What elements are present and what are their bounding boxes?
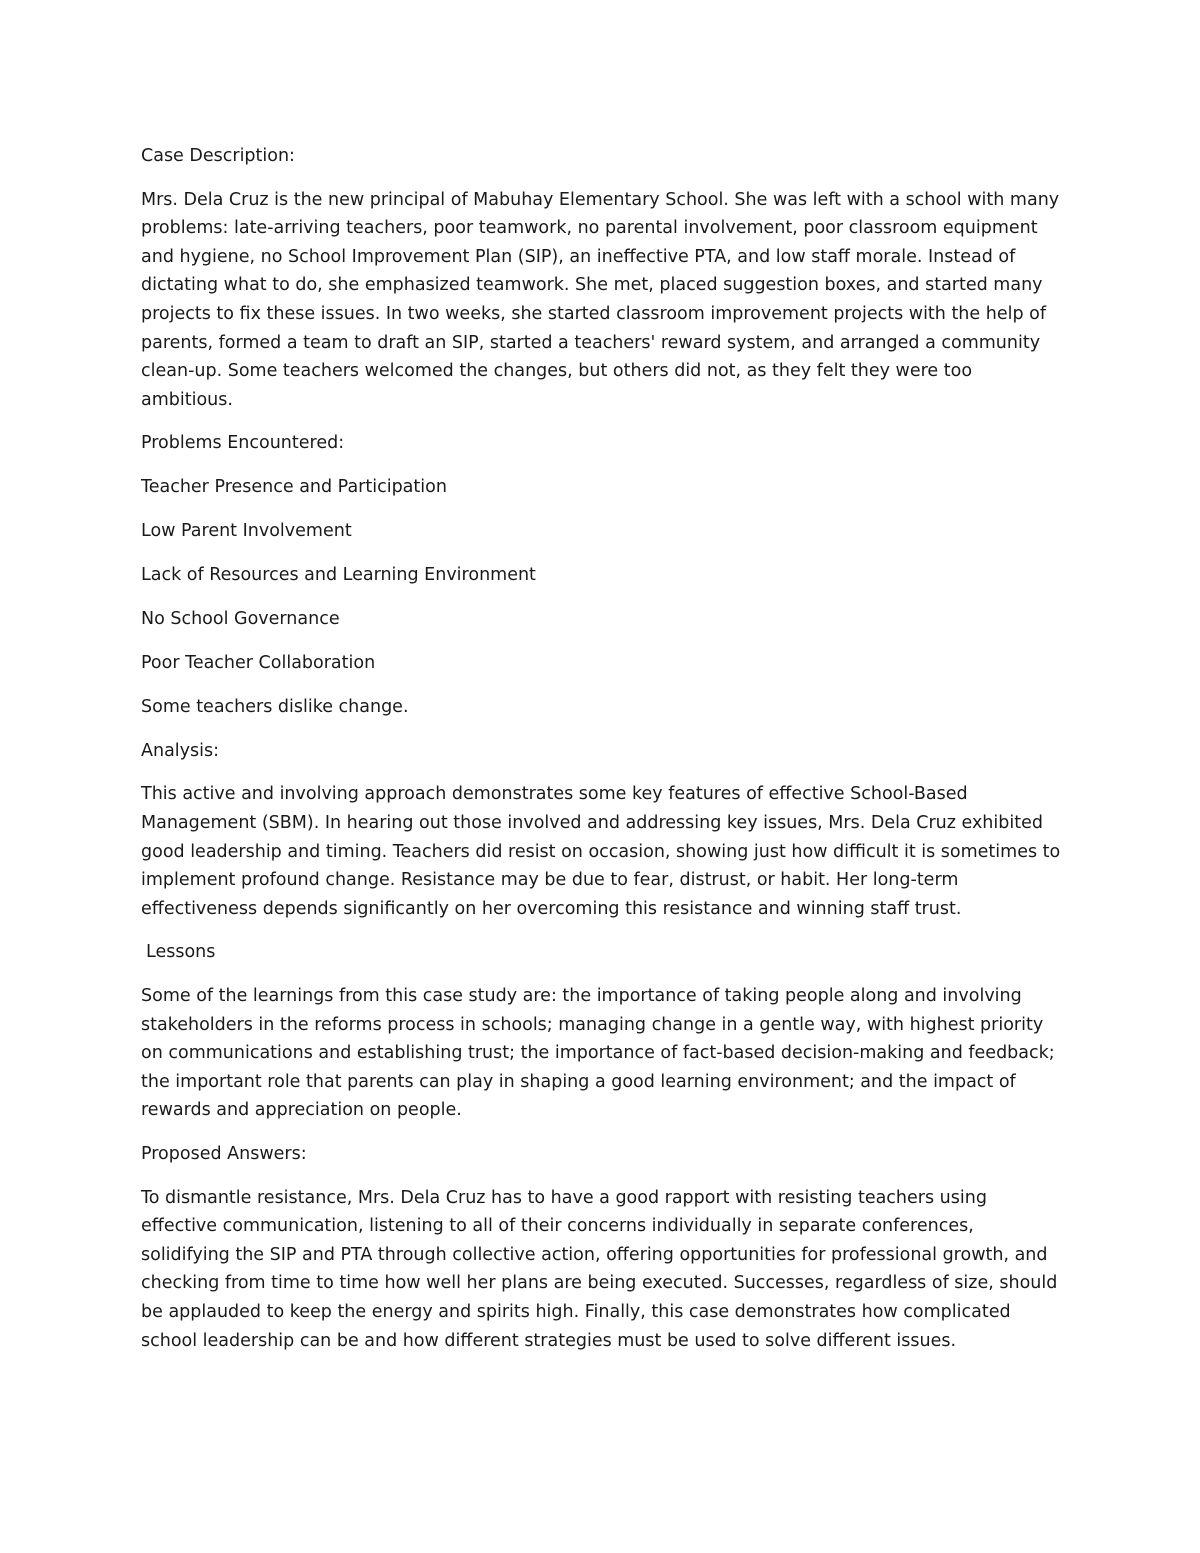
- case-description-heading: Case Description:: [141, 146, 295, 166]
- proposed-answers-paragraph: To dismantle resistance, Mrs. Dela Cruz has to have a good rapport with resisting teachers using effective communication, listening to all of their concerns individually in separate conferences, solidifying the SIP and PTA through collective action, offering opportunities for professional growth, and checking from time to time how well her plans are being executed. Successes, regardless of size, should be applauded to keep the energy and spirits high. Finally, this case demonstrates how complicated school leadership can be and how different strategies must be used to solve different issues.: [141, 1187, 1058, 1351]
- analysis-paragraph: This active and involving approach demonstrates some key features of effective School-Based Management (SBM). In hearing out those involved and addressing key issues, Mrs. Dela Cruz exhibited good leadership and timing. Teachers did resist on occasion, showing just how difficult it is sometimes to implement profound change. Resistance may be due to fear, distrust, or habit. Her long-term effectiveness depends significantly on her overcoming this resistance and winning staff trust.: [141, 784, 1061, 919]
- problem-item: Lack of Resources and Learning Environment: [141, 564, 536, 585]
- analysis-heading: Analysis:: [141, 740, 219, 761]
- document-body: [141, 142, 1066, 1370]
- problem-item: Teacher Presence and Participation: [141, 476, 447, 497]
- lessons-heading: Lessons: [146, 942, 216, 963]
- problem-item: Some teachers dislike change.: [141, 696, 409, 717]
- problems-heading: Problems Encountered:: [141, 433, 345, 454]
- case-description-paragraph: Mrs. Dela Cruz is the new principal of Mabuhay Elementary School. She was left with a school with many problems: late-arriving teachers, poor teamwork, no parental involvement, poor classroom equipment and hygiene, no School Improvement Plan (SIP), an ineffective PTA, and low staff morale. Instead of dictating what to do, she emphasized teamwork. She met, placed suggestion boxes, and started many projects to fix these issues. In two weeks, she started classroom improvement projects with the help of parents, formed a team to draft an SIP, started a teachers' reward system, and arranged a community clean-up. Some teachers welcomed the changes, but others did not, as they felt they were too ambitious.: [141, 189, 1060, 410]
- problem-item: Low Parent Involvement: [141, 520, 352, 541]
- lessons-paragraph: Some of the learnings from this case study are: the importance of taking people along and involving stakeholders in the reforms process in schools; managing change in a gentle way, with highest priority on communications and establishing trust; the importance of fact-based decision-making and feedback; the important role that parents can play in shaping a good learning environment; and the impact of rewards and appreciation on people.: [141, 986, 1055, 1121]
- problem-item: No School Governance: [141, 608, 340, 629]
- problem-item: Poor Teacher Collaboration: [141, 652, 376, 673]
- proposed-answers-heading: Proposed Answers:: [141, 1143, 307, 1164]
